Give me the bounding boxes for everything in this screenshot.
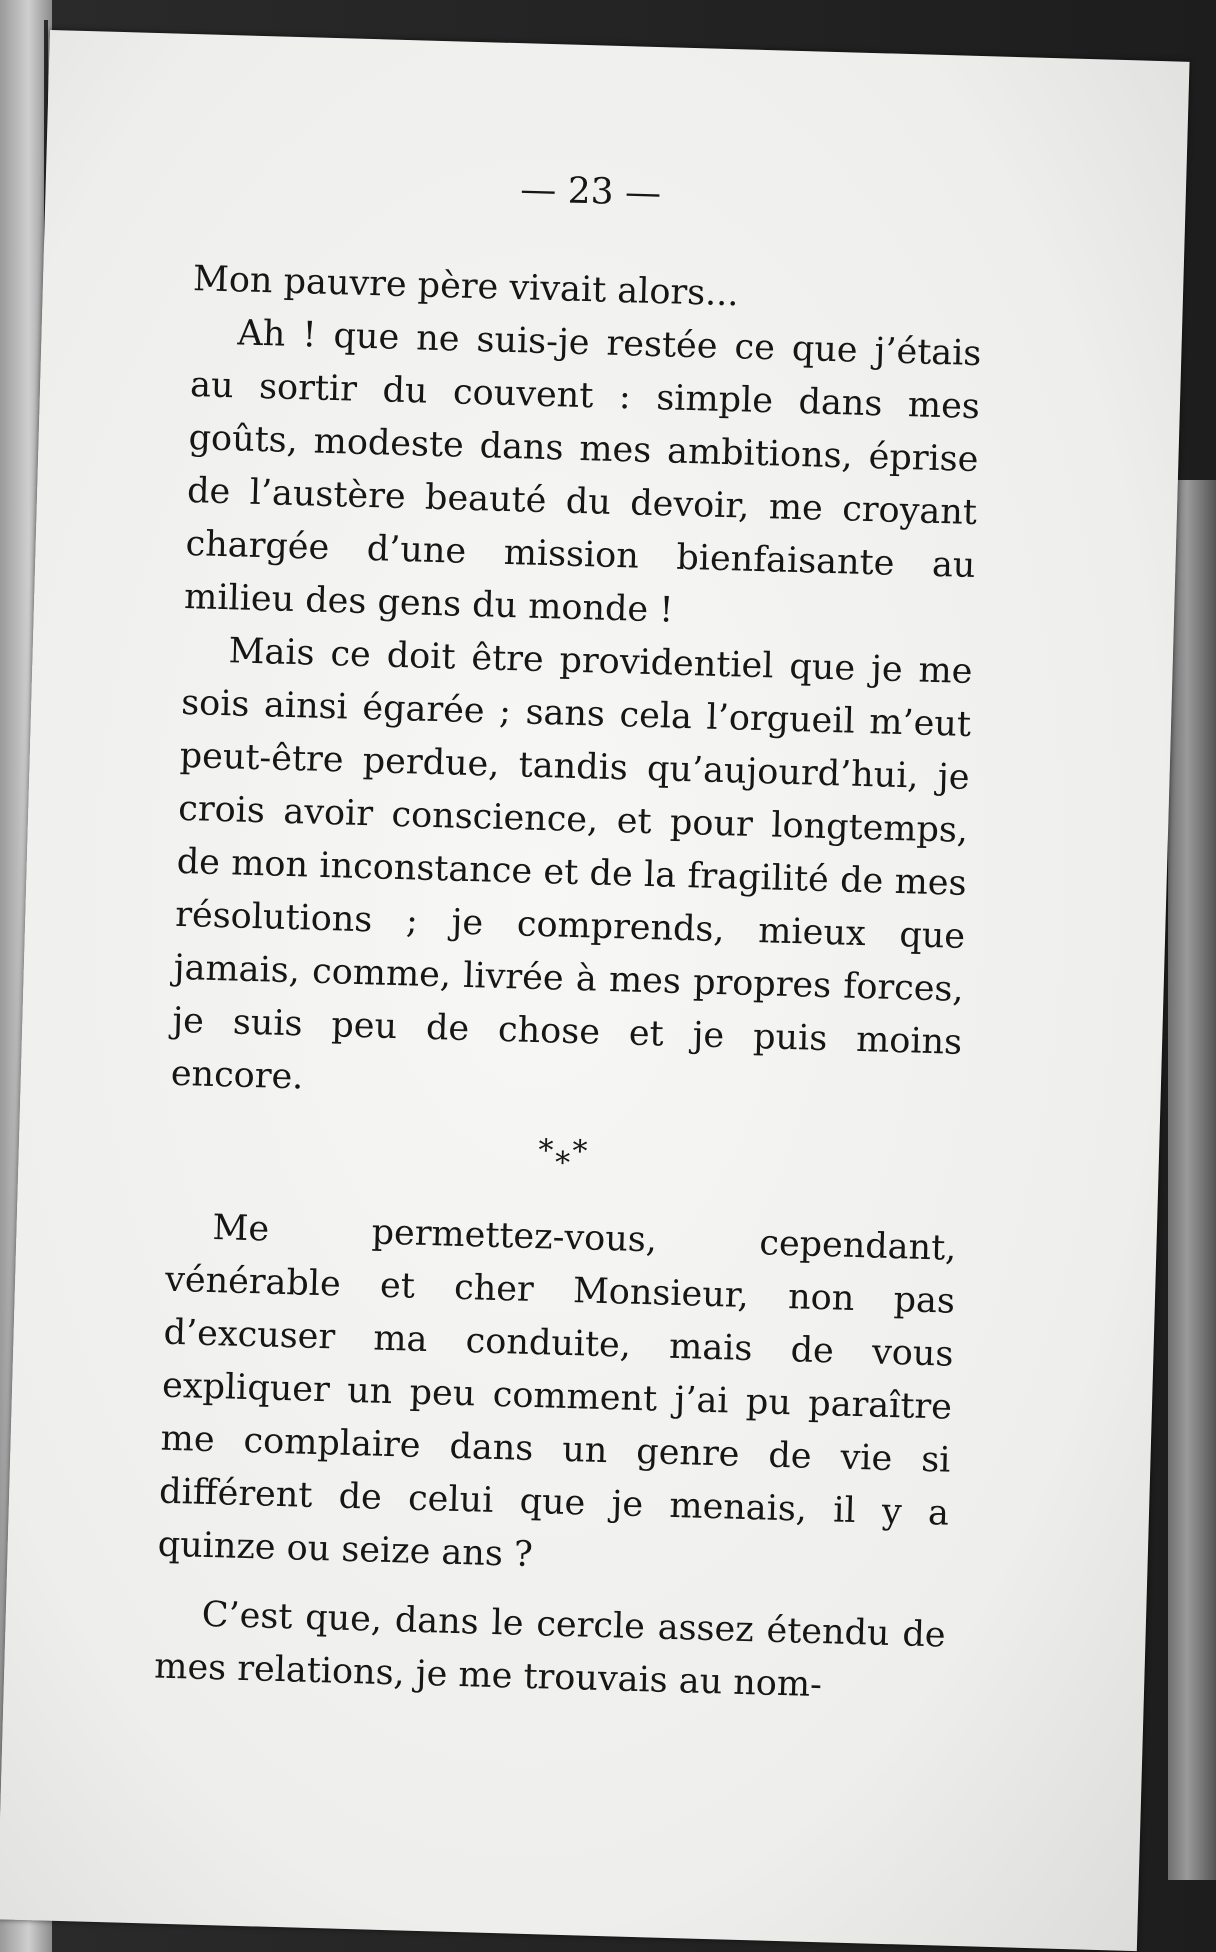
paragraph-1: Mon pauvre père vivait alors...: [192, 259, 740, 315]
paragraph-4: Me permettez-vous, cependant, vénérable et cher Monsieur, non pas d’excuser ma conduite, mais de vous expliquer un peu comment j’ai pu paraître me complaire dans un genre de vie si différent de celui que je menais, il y a quinze ou seize ans ?: [157, 1208, 957, 1576]
paragraph-3: Mais ce doit être providentiel que je me sois ainsi égarée ; sans cela l’orgueil m’eut peut-être perdue, tandis qu’aujourd’hui, je crois avoir conscience, et pour longtemps, de mon inconstance et de la fragilité de mes résolutions ; je comprends, mieux que jamais, comme, livrée à mes propres forces, je suis peu de chose et je puis moins encore.: [170, 631, 973, 1098]
page-number: — 23 —: [519, 169, 662, 215]
page-text: [154, 154, 987, 1715]
asterism-separator: [168, 1121, 959, 1183]
book-cover-edge: [1168, 480, 1216, 1880]
asterism-star: *: [554, 1145, 573, 1182]
paragraph-5: C’est que, dans le cercle assez étendu de mes relations, je me trouvais au nom-: [153, 1594, 947, 1706]
book-page: [0, 30, 1190, 1951]
paragraph-2: Ah ! que ne suis-je restée ce que j’étais au sortir du couvent : simple dans mes goûts, modeste dans mes ambitions, éprise de l’austère beauté du devoir, me croyant chargée d’une mission bienfaisante au milieu des gens du monde !: [183, 313, 982, 631]
asterism-star: *: [537, 1133, 556, 1169]
asterism-star: *: [571, 1134, 590, 1170]
